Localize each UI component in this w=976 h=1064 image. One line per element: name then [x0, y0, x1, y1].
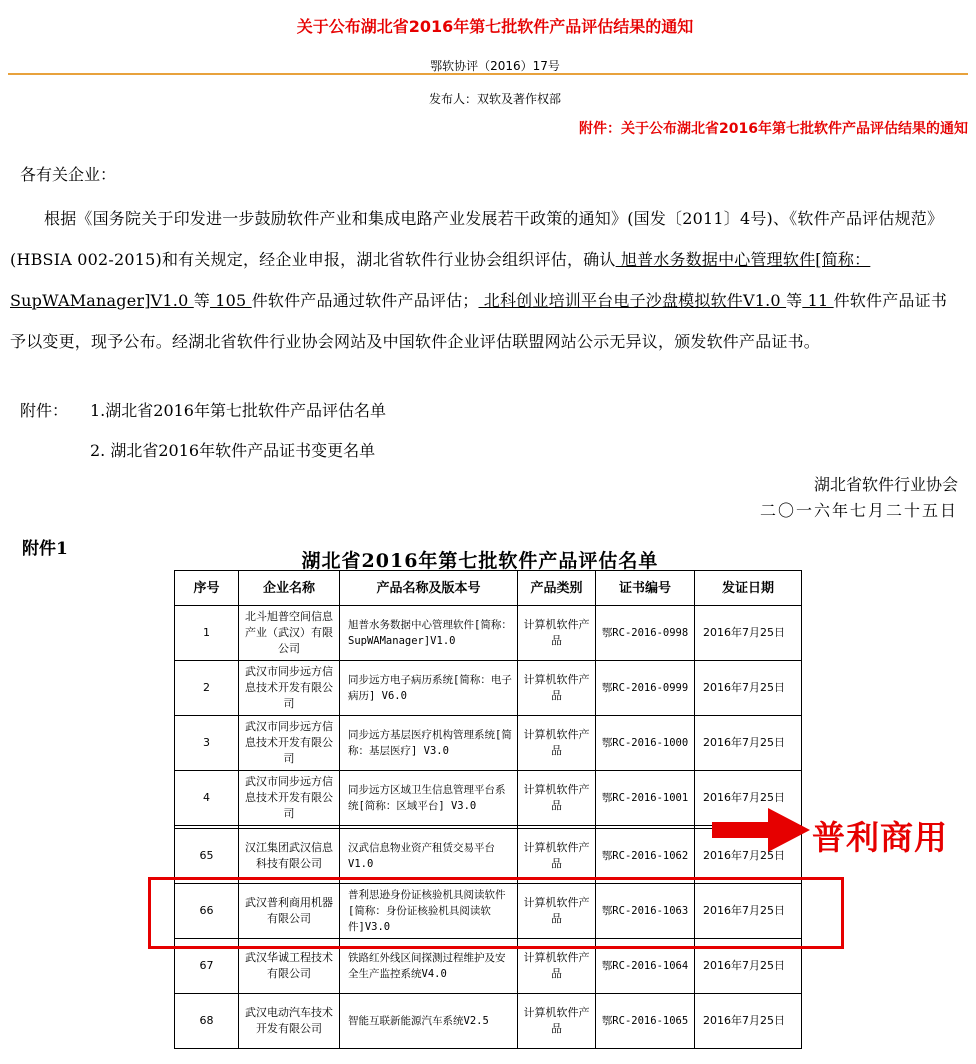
document-number: 鄂软协评（2016）17号 — [430, 59, 560, 73]
row-number: 4 — [175, 771, 239, 826]
company-name: 武汉市同步远方信息技术开发有限公司 — [239, 716, 340, 771]
product-type: 计算机软件产品 — [518, 716, 596, 771]
table-row — [175, 771, 802, 826]
product-type: 计算机软件产品 — [518, 771, 596, 826]
row-number: 2 — [175, 661, 239, 716]
company-name: 武汉市同步远方信息技术开发有限公司 — [239, 661, 340, 716]
header-divider — [8, 73, 968, 75]
product-type: 计算机软件产品 — [518, 829, 596, 884]
attachment-link[interactable]: 附件：关于公布湖北省2016年第七批软件产品评估结果的通知 — [579, 121, 968, 137]
attachments-label: 附件： — [20, 401, 69, 420]
company-name: 北斗旭普空间信息产业（武汉）有限公司 — [239, 606, 340, 661]
notice-title: 关于公布湖北省2016年第七批软件产品评估结果的通知 — [296, 17, 694, 36]
paragraph-text: 等 — [193, 291, 210, 310]
signature-date: 二〇一六年七月二十五日 — [759, 501, 958, 520]
product-name: 同步远方区域卫生信息管理平台系统[简称：区域平台] V3.0 — [340, 771, 518, 826]
changed-count: 11 — [802, 291, 834, 310]
table-row — [175, 716, 802, 771]
issue-date: 2016年7月25日 — [695, 606, 802, 661]
product-type: 计算机软件产品 — [518, 606, 596, 661]
company-name: 汉江集团武汉信息科技有限公司 — [239, 829, 340, 884]
underlined-product: 北科创业培训平台电子沙盘模拟软件V1.0 — [478, 291, 787, 310]
product-name: 旭普水务数据中心管理软件[简称：SupWAManager]V1.0 — [340, 606, 518, 661]
certificate-number: 鄂RC-2016-1000 — [596, 716, 695, 771]
certificate-number: 鄂RC-2016-0998 — [596, 606, 695, 661]
product-name: 同步远方基层医疗机构管理系统[简称：基层医疗] V3.0 — [340, 716, 518, 771]
product-type: 计算机软件产品 — [518, 994, 596, 1049]
table-row — [175, 829, 802, 884]
issue-date: 2016年7月25日 — [695, 994, 802, 1049]
table-row — [175, 994, 802, 1049]
salutation: 各有关企业： — [20, 165, 117, 184]
company-name: 武汉普利商用机器有限公司 — [239, 884, 340, 939]
table-row — [175, 661, 802, 716]
highlight-box — [148, 877, 844, 949]
product-type: 计算机软件产品 — [518, 939, 596, 994]
paragraph-text: 根据《国务院关于印发进一步鼓励软件产业和集成电路产业发展若干政策的通知》(国发〔2011〕4号)、《软件产品评估规范》(HBSIA 002-2015)和有关规定，经企业申报，湖北省软件行业协会组织评估，确认 — [10, 209, 944, 269]
certificate-number: 鄂RC-2016-1001 — [596, 771, 695, 826]
product-type: 计算机软件产品 — [518, 661, 596, 716]
product-type: 计算机软件产品 — [518, 884, 596, 939]
row-number: 68 — [175, 994, 239, 1049]
attachment-item-2: 2. 湖北省2016年软件产品证书变更名单 — [90, 441, 376, 460]
certificate-number: 鄂RC-2016-0999 — [596, 661, 695, 716]
annotation-label: 普利商用 — [812, 818, 948, 857]
column-header: 发证日期 — [695, 571, 802, 606]
product-name: 铁路红外线区间探测过程维护及安全生产监控系统V4.0 — [340, 939, 518, 994]
issue-date: 2016年7月25日 — [695, 939, 802, 994]
company-name: 武汉电动汽车技术开发有限公司 — [239, 994, 340, 1049]
column-header: 证书编号 — [596, 571, 695, 606]
underlined-product: 旭普水务数据中心管理软件[简称：SupWAManager]V1.0 — [10, 250, 871, 310]
publisher-line: 发布人：双软及著作权部 — [428, 92, 561, 106]
certificate-number: 鄂RC-2016-1064 — [596, 939, 695, 994]
column-header: 产品名称及版本号 — [340, 571, 518, 606]
certificate-number: 鄂RC-2016-1063 — [596, 884, 695, 939]
column-header: 产品类别 — [518, 571, 596, 606]
evaluation-table — [174, 570, 802, 1049]
issue-date: 2016年7月25日 — [695, 771, 802, 826]
table-title: 湖北省2016年第七批软件产品评估名单 — [301, 550, 659, 572]
column-header: 企业名称 — [239, 571, 340, 606]
product-name: 普利思逊身份证核验机具阅读软件[简称：身份证核验机具阅读软件]V3.0 — [340, 884, 518, 939]
attachment-item-1: 1.湖北省2016年第七批软件产品评估名单 — [90, 401, 386, 420]
company-name: 武汉市同步远方信息技术开发有限公司 — [239, 771, 340, 826]
paragraph-text: 件软件产品证书予以变更，现予公布。经湖北省软件行业协会网站及中国软件企业评估联盟网站公示无异议，颁发软件产品证书。 — [10, 291, 948, 351]
issue-date: 2016年7月25日 — [695, 829, 802, 884]
row-number: 66 — [175, 884, 239, 939]
row-number: 65 — [175, 829, 239, 884]
passed-count: 105 — [209, 291, 252, 310]
column-header: 序号 — [175, 571, 239, 606]
notice-paragraph — [10, 198, 960, 362]
row-number: 67 — [175, 939, 239, 994]
product-name: 同步远方电子病历系统[简称：电子病历] V6.0 — [340, 661, 518, 716]
annex-label: 附件1 — [22, 539, 68, 559]
signature-organization: 湖北省软件行业协会 — [813, 475, 958, 494]
certificate-number: 鄂RC-2016-1065 — [596, 994, 695, 1049]
product-name: 汉武信息物业资产租赁交易平台V1.0 — [340, 829, 518, 884]
row-number: 3 — [175, 716, 239, 771]
product-name: 智能互联新能源汽车系统V2.5 — [340, 994, 518, 1049]
table-row — [175, 606, 802, 661]
table-header-row — [175, 571, 802, 606]
certificate-number: 鄂RC-2016-1062 — [596, 829, 695, 884]
company-name: 武汉华诚工程技术有限公司 — [239, 939, 340, 994]
row-number: 1 — [175, 606, 239, 661]
issue-date: 2016年7月25日 — [695, 884, 802, 939]
issue-date: 2016年7月25日 — [695, 661, 802, 716]
paragraph-text: 件软件产品通过软件产品评估； — [251, 291, 479, 310]
paragraph-text: 等 — [786, 291, 803, 310]
issue-date: 2016年7月25日 — [695, 716, 802, 771]
arrow-right-icon — [712, 806, 812, 854]
